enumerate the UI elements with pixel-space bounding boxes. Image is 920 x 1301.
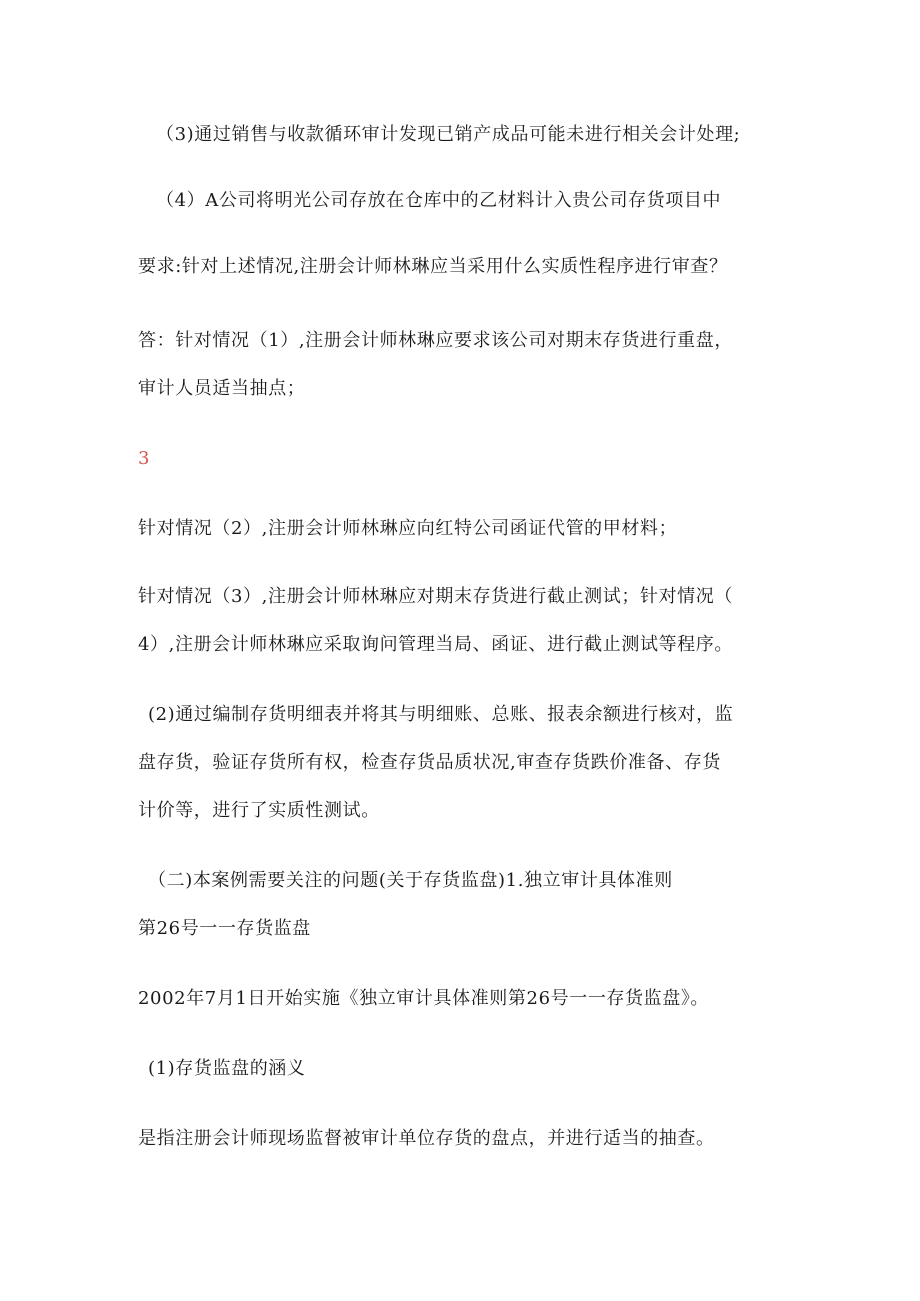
answer-line-3: 针对情况（2）,注册会计师林琳应向红特公司函证代管的甲材料；	[138, 518, 678, 539]
paragraph-line-3: (2)通过编制存货明细表并将其与明细账、总账、报表余额进行核对，监	[148, 704, 734, 725]
question-requirement: 要求:针对上述情况,注册会计师林琳应当采用什么实质性程序进行审查？	[138, 256, 728, 277]
page-number: 3	[138, 448, 151, 469]
section-heading-line-2: 第26号一一存货监盘	[138, 918, 311, 939]
answer-line-1: 答：针对情况（1）,注册会计师林琳应要求该公司对期末存货进行重盘，	[138, 330, 733, 351]
paragraph-line-6: 2002年7月1日开始实施《独立审计具体准则第26号一一存货监盘》。	[138, 988, 710, 1009]
answer-line-5: 4）,注册会计师林琳应采取询问管理当局、函证、进行截止测试等程序。	[138, 634, 733, 655]
answer-line-2: 审计人员适当抽点；	[138, 378, 306, 399]
paragraph-line-2: （4）A公司将明光公司存放在仓库中的乙材料计入贵公司存货项目中	[156, 190, 722, 211]
paragraph-line-5: 计价等，进行了实质性测试。	[138, 800, 380, 821]
subheading: (1)存货监盘的涵义	[148, 1058, 306, 1079]
answer-line-4: 针对情况（3）,注册会计师林琳应对期末存货进行截止测试；针对情况（	[138, 586, 733, 607]
paragraph-line-1: （3)通过销售与收款循环审计发现已销产成品可能未进行相关会计处理;	[156, 124, 741, 145]
paragraph-line-7: 是指注册会计师现场监督被审计单位存货的盘点，并进行适当的抽查。	[138, 1128, 715, 1149]
section-heading-line-1: （二)本案例需要关注的问题(关于存货监盘)1.独立审计具体准则	[148, 870, 673, 891]
paragraph-line-4: 盘存货，验证存货所有权，检查存货品质状况,审查存货跌价准备、存货	[138, 752, 721, 773]
